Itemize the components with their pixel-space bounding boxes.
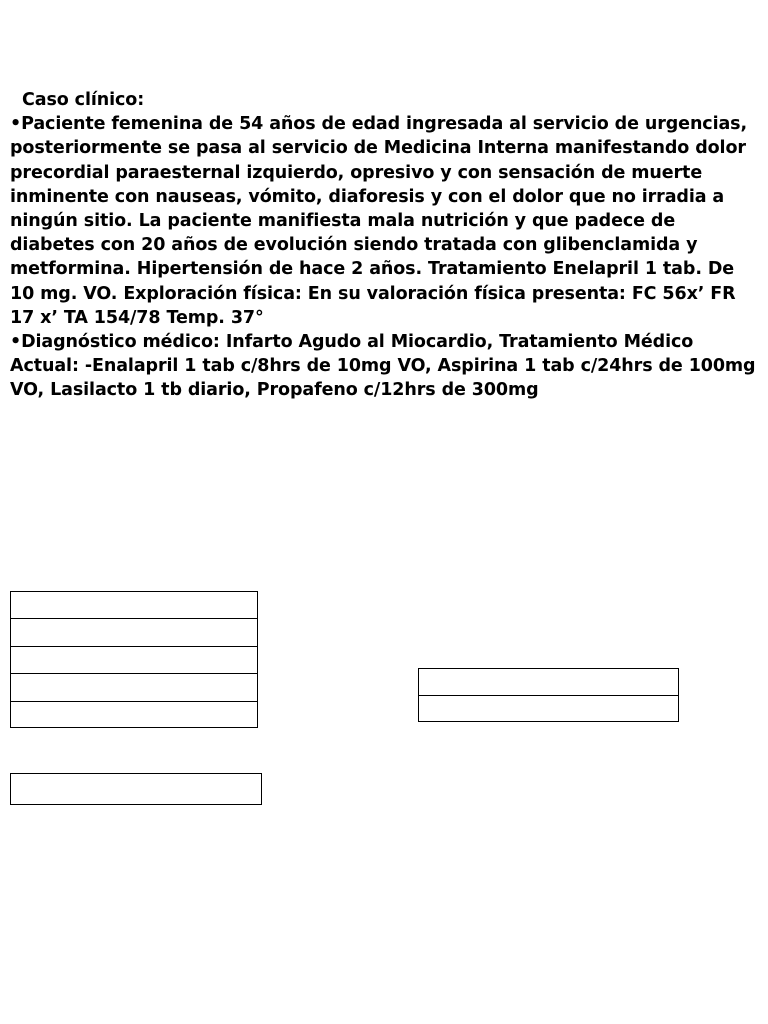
left-stack-box-2 [10,618,258,645]
right-box-stack [418,668,679,722]
case-heading: Caso clínico: [22,90,145,110]
left-bottom-box [10,773,262,805]
left-stack-box-3 [10,646,258,673]
left-stack-box-1 [10,591,258,618]
left-stack-box-5 [10,701,258,728]
right-stack-box-2 [418,695,679,722]
right-stack-box-1 [418,668,679,695]
clinical-case-text [10,88,762,403]
left-stack-box-4 [10,673,258,700]
diagnosis-paragraph: •Diagnóstico médico: Infarto Agudo al Miocardio, Tratamiento Médico Actual: -Enalapril 1 tab c/8hrs de 10mg VO, Aspirina 1 tab c/24hrs de 100mg VO, Lasilacto 1 tb diario, Propafeno c/12hrs de 300mg [10,332,756,401]
left-box-stack [10,591,258,728]
case-description-paragraph: •Paciente femenina de 54 años de edad ingresada al servicio de urgencias, posteriormente se pasa al servicio de Medicina Interna manifestando dolor precordial paraesternal izquierdo, opresivo y con sensación de muerte inminente con nauseas, vómito, diaforesis y con el dolor que no irradia a ningún sitio. La paciente manifiesta mala nutrición y que padece de diabetes con 20 años de evolución siendo tratada con glibenclamida y metformina. Hipertensión de hace 2 años. Tratamiento Enelapril 1 tab. De 10 mg. VO. Exploración física: En su valoración física presenta: FC 56x’ FR 17 x’ TA 154/78 Temp. 37° [10,114,748,328]
